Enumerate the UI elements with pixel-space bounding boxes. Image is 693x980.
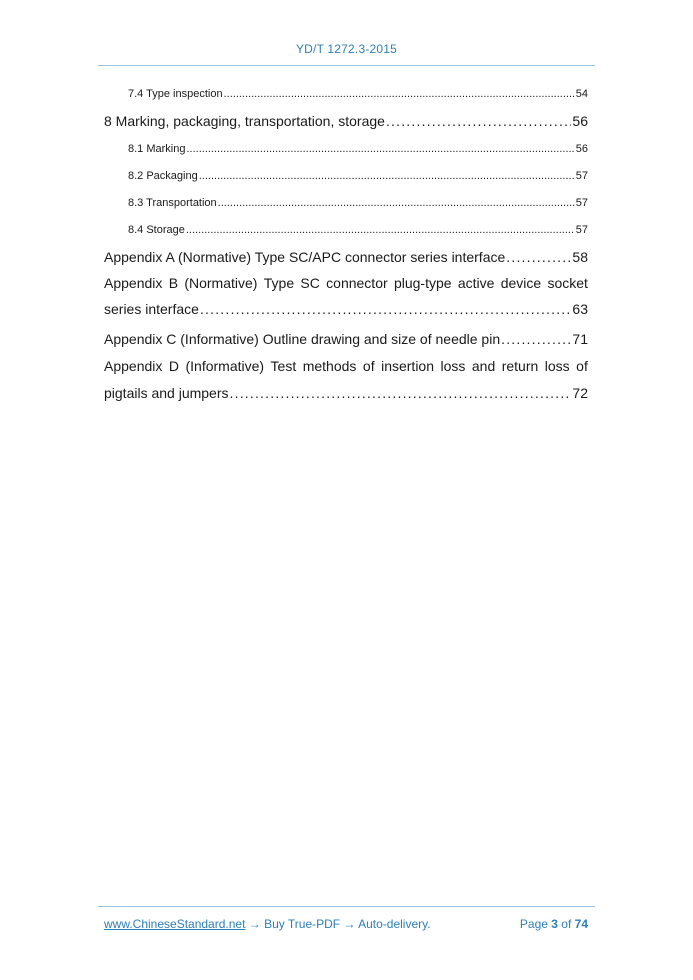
- toc-entry-label: Appendix C (Informative) Outline drawing and size of needle pin: [104, 331, 501, 347]
- toc-entry-page: 71: [572, 331, 588, 347]
- page-current: 3: [551, 917, 558, 931]
- toc-entry-line2: [104, 385, 588, 405]
- toc-entry[interactable]: [128, 197, 588, 213]
- page-of: of: [557, 917, 575, 931]
- toc-entry-label-line1: [104, 358, 588, 378]
- toc-entry-label: 8.4 Storage: [128, 224, 185, 236]
- toc-word: (Informative): [185, 358, 265, 374]
- toc-entry-label: pigtails and jumpers: [104, 385, 229, 401]
- toc-leader-dots: [218, 197, 575, 209]
- toc-word: methods: [302, 358, 357, 374]
- footer-promo: [104, 917, 431, 931]
- toc-word: loss: [544, 358, 570, 374]
- toc-entry-label: 8.2 Packaging: [128, 170, 198, 182]
- toc-leader-dots: [200, 301, 571, 317]
- toc-entry[interactable]: [104, 358, 588, 401]
- toc-entry-page: 57: [575, 224, 588, 236]
- footer-promo-text: → Buy True-PDF → Auto-delivery.: [245, 917, 431, 931]
- toc-word: socket: [547, 275, 588, 291]
- toc-word: return: [501, 358, 539, 374]
- page-total: 74: [574, 917, 588, 931]
- toc-word: connector: [326, 275, 388, 291]
- toc-entry-label: 7.4 Type inspection: [128, 88, 223, 100]
- toc-word: of: [576, 358, 588, 374]
- header-divider: [98, 65, 595, 66]
- toc-word: device: [500, 275, 542, 291]
- toc-word: and: [471, 358, 496, 374]
- toc-entry-page: 54: [575, 88, 588, 100]
- toc-entry-label: Appendix A (Normative) Type SC/APC connector series interface: [104, 249, 506, 265]
- toc-leader-dots: [230, 385, 572, 401]
- toc-entry[interactable]: [128, 143, 588, 159]
- toc-entry-label: 8 Marking, packaging, transportation, storage: [104, 113, 385, 129]
- toc-leader-dots: [386, 113, 571, 129]
- toc-entry-page: 72: [572, 385, 588, 401]
- toc-entry-label: 8.3 Transportation: [128, 197, 217, 209]
- toc-entry-page: 57: [575, 197, 588, 209]
- toc-word: SC: [300, 275, 320, 291]
- website-link[interactable]: www.ChineseStandard.net: [104, 917, 246, 931]
- toc-entry-page: 56: [572, 113, 588, 129]
- toc-word: D: [168, 358, 179, 374]
- toc-entry[interactable]: [104, 275, 588, 317]
- toc-word: B: [168, 275, 179, 291]
- toc-entry-page: 63: [572, 301, 588, 317]
- toc-word: Appendix: [104, 275, 163, 291]
- toc-entry-label: 8.1 Marking: [128, 143, 186, 155]
- toc-entry-page: 56: [575, 143, 588, 155]
- toc-leader-dots: [186, 143, 574, 155]
- toc-entry[interactable]: [104, 113, 588, 133]
- toc-word: loss: [440, 358, 466, 374]
- toc-word: (Normative): [184, 275, 258, 291]
- toc-leader-dots: [224, 88, 575, 100]
- toc-leader-dots: [501, 331, 571, 347]
- toc-entry-line2: [104, 301, 588, 321]
- toc-entry-page: 58: [572, 249, 588, 265]
- page-prefix: Page: [519, 917, 552, 931]
- document-code: YD/T 1272.3-2015: [295, 42, 398, 56]
- toc-word: plug-type: [393, 275, 452, 291]
- toc-entry-label-line1: [104, 275, 588, 295]
- toc-entry[interactable]: [104, 249, 588, 269]
- toc-entry-label: series interface: [104, 301, 199, 317]
- toc-leader-dots: [506, 249, 571, 265]
- footer-divider: [98, 906, 595, 907]
- toc-entry[interactable]: [128, 170, 588, 186]
- toc-leader-dots: [186, 224, 575, 236]
- toc-entry[interactable]: [128, 224, 588, 240]
- toc-word: Type: [263, 275, 295, 291]
- toc-word: insertion: [381, 358, 434, 374]
- page-counter: [520, 917, 588, 931]
- toc-word: Test: [270, 358, 297, 374]
- toc-entry[interactable]: [128, 88, 588, 104]
- toc-leader-dots: [199, 170, 575, 182]
- toc-word: Appendix: [104, 358, 163, 374]
- toc-entry[interactable]: [104, 331, 588, 351]
- toc-word: of: [362, 358, 375, 374]
- toc-word: active: [457, 275, 495, 291]
- toc-entry-page: 57: [575, 170, 588, 182]
